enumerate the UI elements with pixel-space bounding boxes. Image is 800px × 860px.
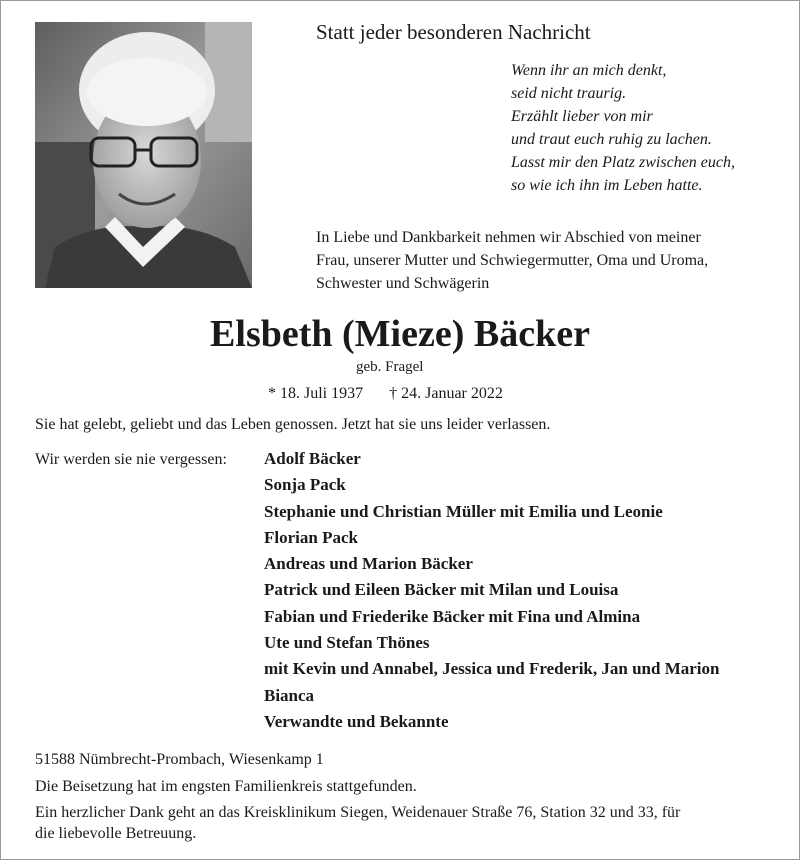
mourner-entry: Stephanie und Christian Müller mit Emilia und Leonie	[264, 501, 663, 521]
poem	[511, 59, 735, 197]
mourner-entry: Bianca	[264, 685, 315, 705]
mourner-entry: Verwandte und Bekannte	[264, 711, 449, 731]
mourner-entry: Andreas und Marion Bäcker	[264, 554, 473, 574]
mourner-entry: Adolf Bäcker	[264, 449, 361, 468]
family-address: 51588 Nümbrecht-Prombach, Wiesenkamp 1	[35, 751, 324, 768]
thanks-line: die liebevolle Betreuung.	[35, 825, 197, 842]
birth-name: geb. Fragel	[356, 359, 424, 375]
intro-line: Schwester und Schwägerin	[316, 275, 490, 292]
deceased-name: Elsbeth (Mieze) Bäcker	[210, 313, 590, 355]
intro-text	[316, 226, 770, 295]
portrait-photo	[35, 22, 252, 288]
birth-date: * 18. Juli 1937	[268, 385, 364, 402]
burial-note: Die Beisetzung hat im engsten Familienkreis stattgefunden.	[35, 778, 417, 795]
death-date: † 24. Januar 2022	[389, 385, 503, 402]
mourners-label: Wir werden sie nie vergessen:	[35, 451, 227, 468]
poem-line: seid nicht traurig.	[511, 85, 627, 102]
poem-line: Erzählt lieber von mir	[511, 108, 653, 125]
mourner-entry: Patrick und Eileen Bäcker mit Milan und Louisa	[264, 580, 619, 600]
mourner-entry: Ute und Stefan Thönes	[264, 633, 430, 653]
intro-line: In Liebe und Dankbarkeit nehmen wir Abschied von meiner	[316, 229, 701, 246]
life-dates	[268, 383, 503, 405]
thanks-line: Ein herzlicher Dank geht an das Kreisklinikum Siegen, Weidenauer Straße 76, Station 32 und 33, für	[35, 804, 681, 821]
intro-line: Frau, unserer Mutter und Schwiegermutter, Oma und Uroma,	[316, 252, 709, 269]
life-statement: Sie hat gelebt, geliebt und das Leben genossen. Jetzt hat sie uns leider verlassen.	[35, 416, 551, 433]
poem-line: und traut euch ruhig zu lachen.	[511, 131, 712, 148]
poem-line: Lasst mir den Platz zwischen euch,	[511, 154, 735, 171]
mourner-entry: Florian Pack	[264, 527, 358, 547]
poem-line: Wenn ihr an mich denkt,	[511, 62, 667, 79]
mourners-list	[264, 446, 719, 735]
mourner-entry: Fabian und Friederike Bäcker mit Fina und Almina	[264, 606, 641, 626]
mourner-entry: Sonja Pack	[264, 475, 346, 495]
notice-header: Statt jeder besonderen Nachricht	[316, 20, 591, 44]
thanks-note	[35, 802, 680, 844]
mourner-entry: mit Kevin und Annabel, Jessica und Frederik, Jan und Marion	[264, 659, 720, 679]
poem-line: so wie ich ihn im Leben hatte.	[511, 177, 703, 194]
